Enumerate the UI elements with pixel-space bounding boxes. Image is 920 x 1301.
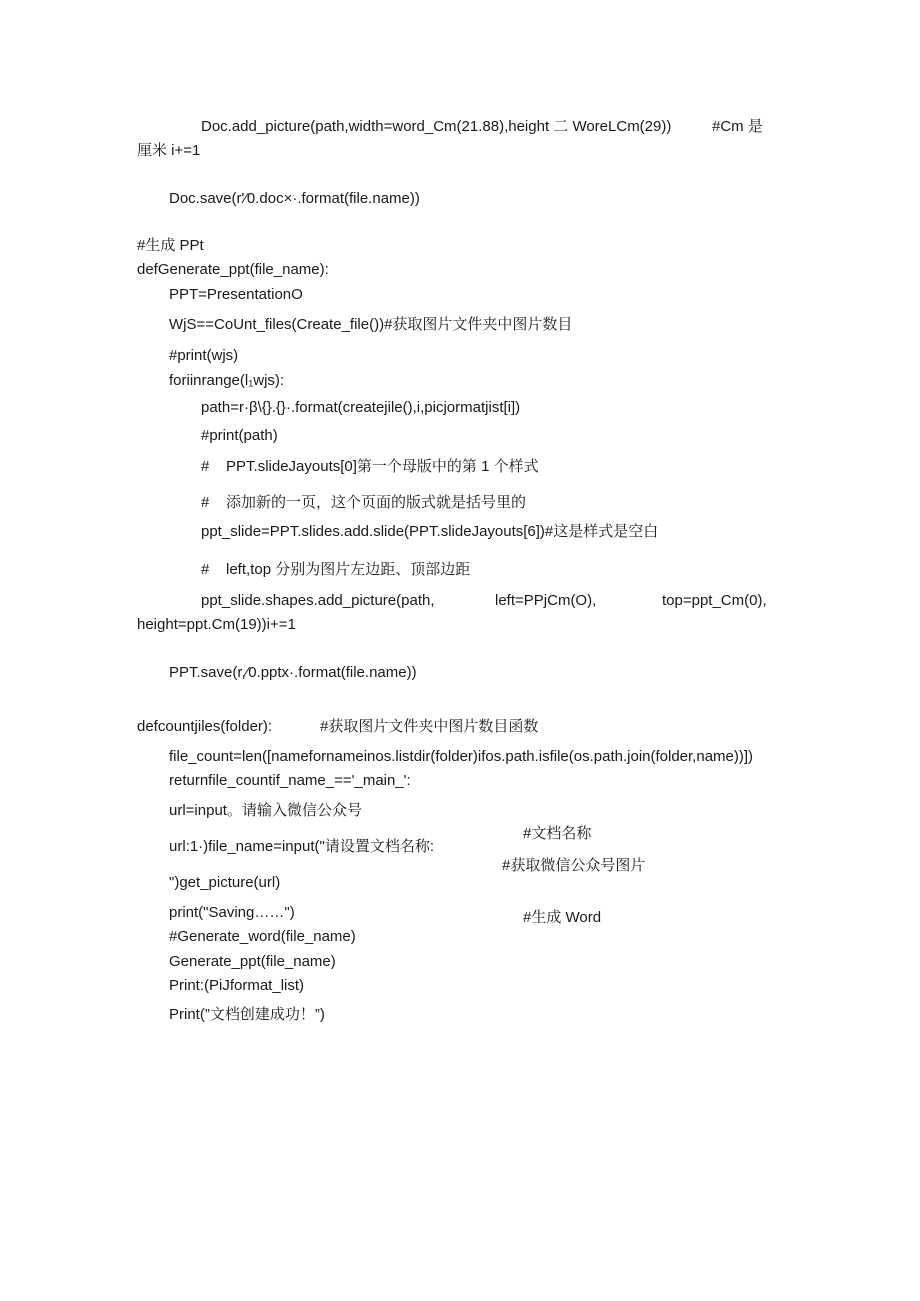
- code-line: Doc.save(r'⁄0.doc×·.format(file.name)): [169, 190, 420, 207]
- code-comment: #获取微信公众号图片: [502, 857, 646, 874]
- code-line: file_count=len([namefornameinos.listdir(folder)ifos.path.isfile(os.path.join(folder,name))]): [169, 748, 754, 765]
- code-line: ppt_slide=PPT.slides.add.slide(PPT.slideJayouts[6])#这是样式是空白: [201, 523, 659, 540]
- code-line: PPT.save(r,⁄0.pptx·.format(file.name)): [169, 664, 417, 681]
- code-line: 厘米 i+=1: [137, 142, 201, 159]
- code-comment: #Generate_word(file_name): [169, 928, 356, 945]
- code-comment: #Cm 是: [712, 118, 763, 135]
- code-line: height=ppt.Cm(19))i+=1: [137, 616, 296, 633]
- code-line: url=input。请输入微信公众号: [169, 802, 362, 819]
- code-line: Print(”文档创建成功！”): [169, 1006, 325, 1023]
- code-line: Generate_ppt(file_name): [169, 953, 336, 970]
- code-comment: #文档名称: [523, 825, 592, 842]
- code-line: foriinrange(l₁wjs):: [169, 372, 285, 389]
- code-line: path=r·β\{}.{}·.format(createjile(),i,picjormatjist[i]): [201, 399, 521, 416]
- code-line: Print:(PiJformat_list): [169, 977, 305, 994]
- code-line: PPT=PresentationO: [169, 286, 303, 303]
- code-comment: #生成 Word: [523, 909, 602, 926]
- code-line: defcountjiles(folder):: [137, 718, 273, 735]
- code-line: Doc.add_picture(path,width=word_Cm(21.88),height 二 WoreLCm(29)): [201, 118, 672, 135]
- code-line: WjS==CoUnt_files(Create_file())#获取图片文件夹中图片数目: [169, 316, 573, 333]
- code-comment: #获取图片文件夹中图片数目函数: [320, 718, 539, 735]
- code-line: url:1·)file_name=input("请设置文档名称:: [169, 838, 434, 855]
- code-line: ")get_picture(url): [169, 874, 281, 891]
- code-line: returnfile_countif_name_=='_main_':: [169, 772, 411, 789]
- code-line: ppt_slide.shapes.add_picture(path,: [201, 592, 435, 609]
- code-line: top=ppt_Cm(0),: [662, 592, 767, 609]
- code-comment: #生成 PPt: [137, 237, 204, 254]
- code-line: left=PPjCm(O),: [495, 592, 597, 609]
- code-comment: # left,top 分别为图片左边距、顶部边距: [201, 561, 471, 578]
- code-comment: #print(wjs): [169, 347, 239, 364]
- code-comment: #print(path): [201, 427, 278, 444]
- code-line: defGenerate_ppt(file_name):: [137, 261, 329, 278]
- code-comment: # PPT.slideJayouts[0]第一个母版中的第 1 个样式: [201, 458, 539, 475]
- code-comment: # 添加新的一页，这个页面的版式就是括号里的: [201, 494, 527, 511]
- code-line: print("Saving……"): [169, 904, 295, 921]
